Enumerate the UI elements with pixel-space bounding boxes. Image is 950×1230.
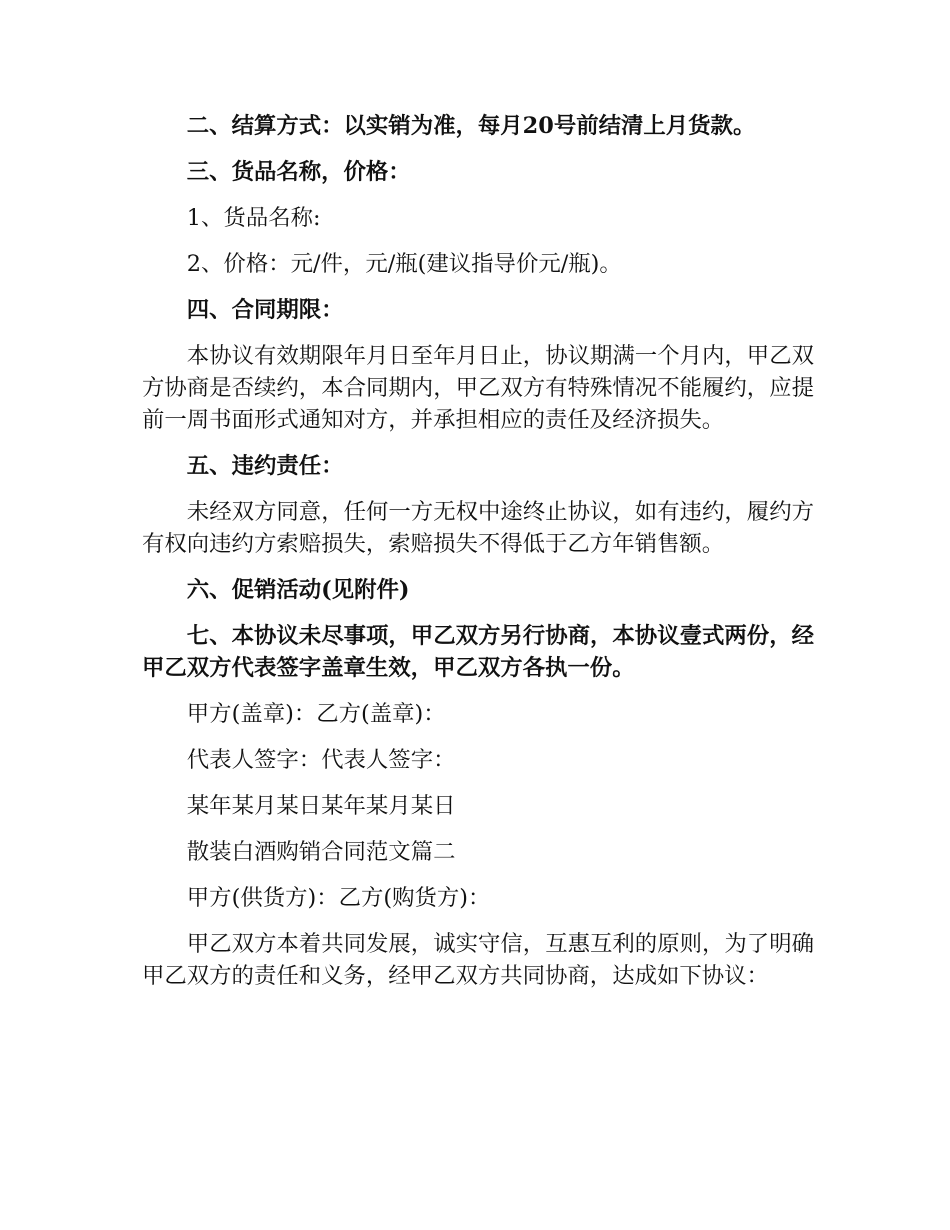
clause-promotion-heading: 六、促销活动(见附件) xyxy=(186,577,410,603)
breach-paragraph: 未经双方同意，任何一方无权中途终止协议，如有违约，履约方有权向违约方索赔损失，索赔损失不得低于乙方年销售额。 xyxy=(142,499,814,557)
clause-misc-heading: 七、本协议未尽事项，甲乙双方另行协商，本协议壹式两份，经甲乙双方代表签字盖章生效，甲乙双方各执一份。 xyxy=(142,623,814,681)
clause-goods-heading: 三、货品名称，价格： xyxy=(186,159,411,185)
date-line: 某年某月某日某年某月某日 xyxy=(186,793,456,819)
term-paragraph: 本协议有效期限年月日至年月日止，协议期满一个月内，甲乙双方协商是否续约，本合同期内，甲乙双方有特殊情况不能履约，应提前一周书面形式通知对方，并承担相应的责任及经济损失。 xyxy=(142,343,814,433)
preamble-paragraph: 甲乙双方本着共同发展，诚实守信，互惠互利的原则，为了明确甲乙双方的责任和义务，经甲乙双方共同协商，达成如下协议： xyxy=(142,931,814,989)
goods-name-line: 1、货品名称: xyxy=(186,205,321,231)
signature-line: 代表人签字：代表人签字： xyxy=(186,747,456,773)
seal-line: 甲方(盖章)：乙方(盖章)： xyxy=(186,701,446,727)
section-title-part-two: 散装白酒购销合同范文篇二 xyxy=(186,839,456,865)
clause-breach-heading: 五、违约责任： xyxy=(186,453,344,479)
clause-settlement-heading: 二、结算方式：以实销为准，每月20号前结清上月货款。 xyxy=(186,113,756,139)
parties-line: 甲方(供货方)：乙方(购货方)： xyxy=(186,885,491,911)
document-body xyxy=(142,110,814,1006)
price-line: 2、价格：元/件，元/瓶(建议指导价元/瓶)。 xyxy=(186,251,622,277)
clause-term-heading: 四、合同期限： xyxy=(186,297,344,323)
